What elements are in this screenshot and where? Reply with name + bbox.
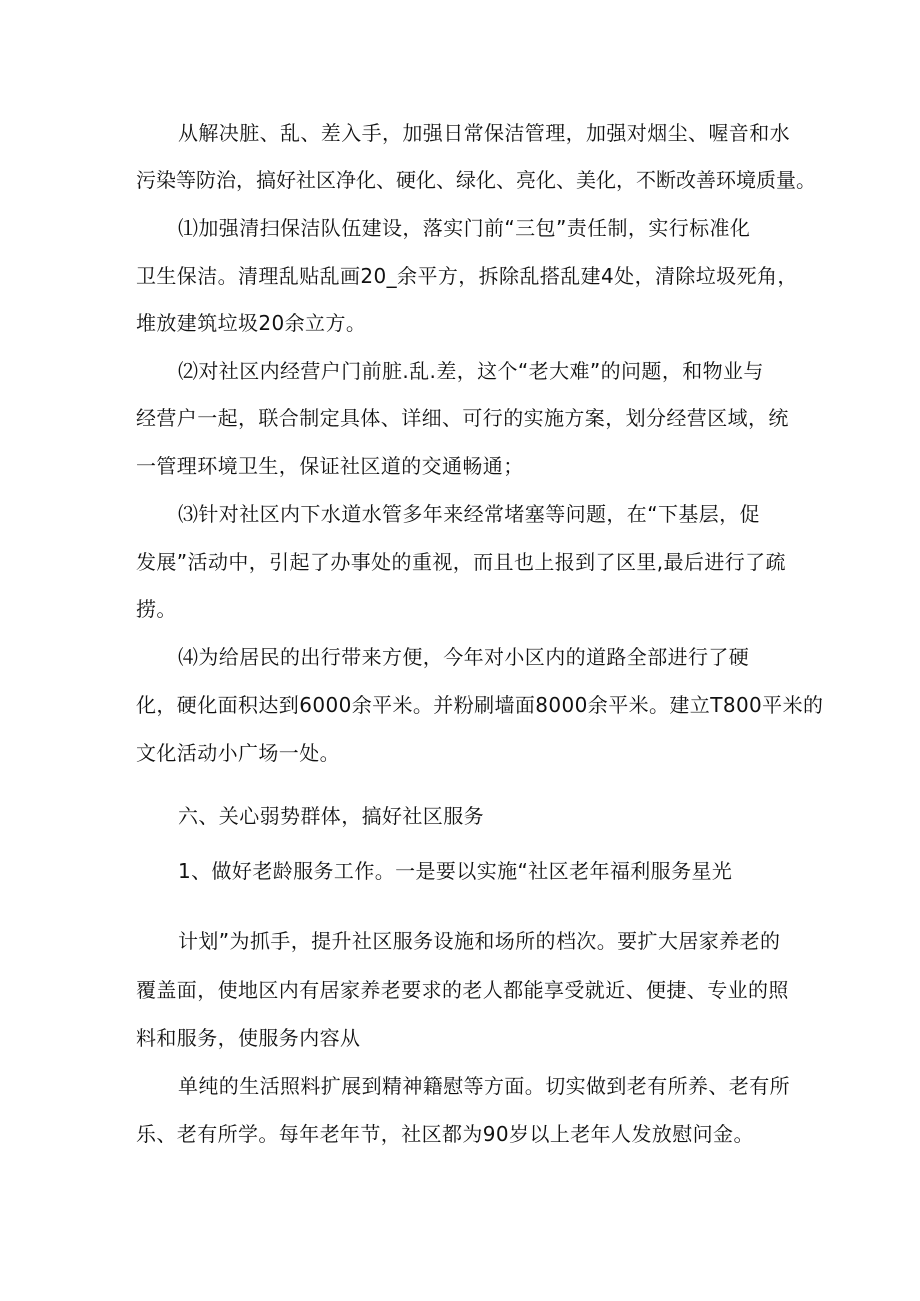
item-4-line-1: ⑷为给居民的出行带来方便，今年对小区内的道路全部进行了硬: [178, 645, 750, 669]
item-4-line-2: 化，硬化面积达到6000余平米。并粉刷墙面8000余平米。建立T800平米的: [136, 693, 824, 717]
item-3-line-3: 捞。: [136, 597, 177, 621]
item-2-line-1: ⑵对社区内经营户门前脏.乱.差，这个“老大难”的问题，和物业与: [178, 359, 764, 383]
paragraph-7-line-1: 计划”为抓手，提升社区服务设施和场所的档次。要扩大居家养老的: [178, 929, 781, 953]
paragraph-8-line-2: 乐、老有所学。每年老年节，社区都为90岁以上老年人发放慰问金。: [136, 1122, 754, 1146]
paragraph-7-line-2: 覆盖面，使地区内有居家养老要求的老人都能享受就近、便捷、专业的照: [136, 978, 789, 1002]
paragraph-8-line-1: 单纯的生活照料扩展到精神籍慰等方面。切实做到老有所养、老有所: [178, 1074, 790, 1098]
paragraph-1-line-1: 从解决脏、乱、差入手，加强日常保洁管理，加强对烟尘、喔音和水: [178, 121, 790, 145]
section-heading-6: 六、关心弱势群体，搞好社区服务: [178, 804, 484, 828]
item-1-line-3: 堆放建筑垃圾20余立方。: [136, 311, 367, 335]
item-1-line-2: 卫生保洁。清理乱贴乱画20_余平方，拆除乱搭乱建4处，清除垃圾死角，: [136, 264, 798, 288]
item-3-line-2: 发展”活动中，引起了办事处的重视，而且也上报到了区里,最后进行了疏: [136, 550, 786, 574]
subsection-1-line-1: 1、做好老龄服务工作。一是要以实施“社区老年福利服务星光: [178, 859, 733, 883]
paragraph-7-line-3: 料和服务，使服务内容从: [136, 1026, 361, 1050]
item-2-line-2: 经营户一起，联合制定具体、详细、可行的实施方案，划分经营区域，统: [136, 406, 789, 430]
item-3-line-1: ⑶针对社区内下水道水管多年来经常堵塞等问题，在“下基层，促: [178, 502, 760, 526]
item-1-line-1: ⑴加强清扫保洁队伍建设，落实门前“三包”责任制，实行标准化: [178, 216, 751, 240]
item-2-line-3: 一管理环境卫生，保证社区道的交通畅通；: [136, 454, 524, 478]
paragraph-1-line-2: 污染等防治，搞好社区净化、硬化、绿化、亮化、美化，不断改善环境质量。: [136, 168, 816, 192]
item-4-line-3: 文化活动小广场一处。: [136, 741, 340, 765]
